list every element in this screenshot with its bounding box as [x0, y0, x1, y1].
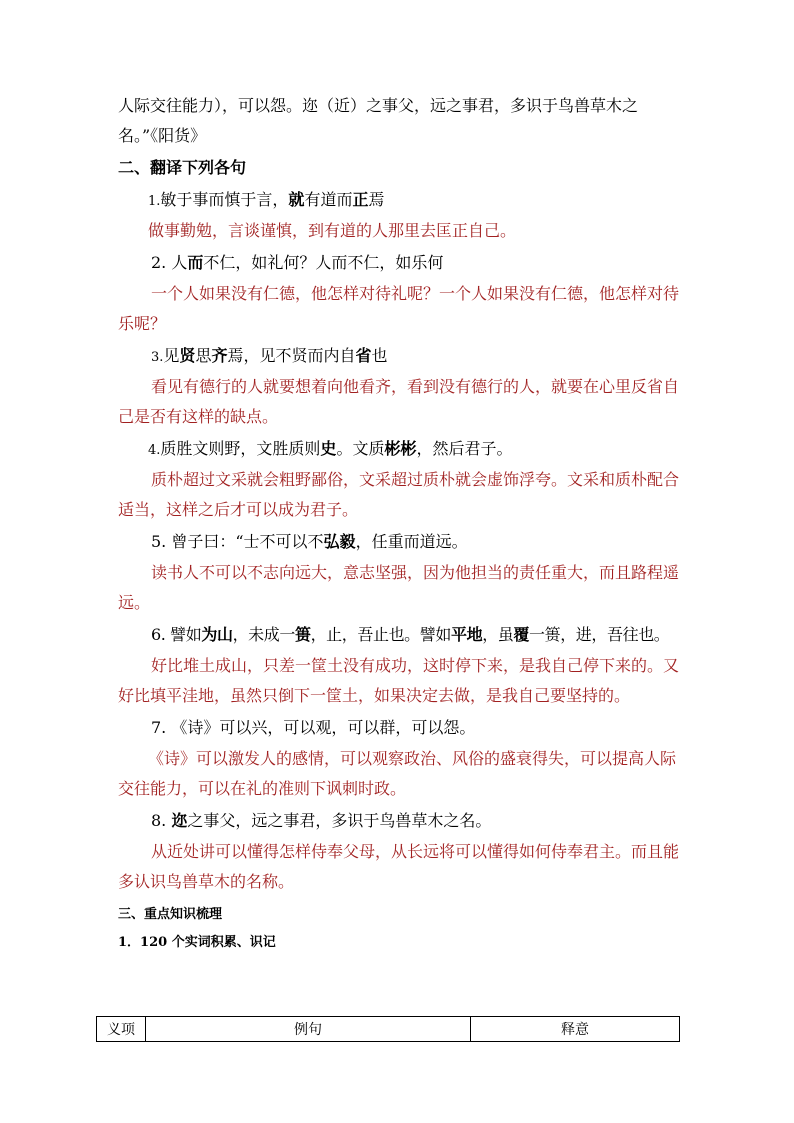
q-text: 敏于事而慎于言， [160, 190, 289, 209]
question-7 [151, 718, 475, 738]
q-text: 一篑，进，吾往也。 [529, 625, 670, 644]
answer-3-line-2: 己是否有这样的缺点。 [118, 407, 279, 426]
section-2-title: 二、翻译下列各句 [118, 158, 247, 177]
q-text: ，止，吾止也。譬如 [310, 625, 451, 644]
q-text: 。文质 [336, 439, 385, 458]
q-text: 之事父，远之事君，多识于鸟兽草木之名。 [187, 811, 492, 830]
question-number: 1. [148, 194, 161, 209]
q-text: ，虽 [482, 625, 514, 644]
q-keyword: 省 [355, 346, 372, 365]
vocabulary-table [96, 1016, 680, 1042]
question-number: 7. [151, 718, 172, 737]
q-text: ，然后君子。 [416, 439, 513, 458]
q-keyword: 而 [187, 253, 204, 272]
answer-8-line-1: 从近处讲可以懂得怎样侍奉父母，从长远将可以懂得如何侍奉君主。而且能 [151, 842, 680, 861]
answer-5-line-1: 读书人不可以不志向远大，意志坚强，因为他担当的责任重大，而且路程遥 [151, 563, 680, 582]
question-number: 5. [151, 532, 172, 551]
answer-4-line-1: 质朴超过文采就会粗野鄙俗，文采超过质朴就会虚饰浮夸。文采和质朴配合 [151, 470, 680, 489]
table-header-example: 例句 [146, 1017, 471, 1042]
question-5 [151, 532, 468, 552]
q-text: 有道而 [304, 190, 353, 209]
section-3-title: 三、重点知识梳理 [118, 907, 223, 922]
answer-2-line-1: 一个人如果没有仁德，他怎样对待礼呢？一个人如果没有仁德，他怎样对待 [151, 284, 680, 303]
q-text: 质胜文则野，文胜质则 [160, 439, 321, 458]
q-text: 也 [371, 346, 388, 365]
q-text: ，未成一 [232, 625, 295, 644]
q-keyword: 齐 [211, 346, 228, 365]
q-text: 见 [163, 346, 180, 365]
q-text: 思 [195, 346, 212, 365]
question-number: 6. [151, 625, 171, 644]
q-keyword: 覆 [513, 625, 529, 644]
answer-6-line-2: 好比填平洼地，虽然只倒下一筐土，如果决定去做，是我自己要坚持的。 [118, 686, 631, 705]
q-keyword: 史 [320, 439, 337, 458]
q-text: 《诗》可以兴，可以观，可以群，可以怨。 [171, 718, 476, 737]
q-keyword: 平地 [450, 625, 483, 644]
intro-line-2: 名。”《阳货》 [118, 126, 207, 145]
question-number: 4. [148, 443, 161, 458]
answer-1: 做事勤勉，言谈谨慎，到有道的人那里去匡正自己。 [148, 221, 517, 240]
q-keyword: 弘毅 [323, 532, 356, 551]
answer-4-line-2: 适当，这样之后才可以成为君子。 [118, 500, 359, 519]
q-keyword: 篑 [294, 625, 311, 644]
q-text: 不仁，如礼何？人而不仁，如乐何 [203, 253, 444, 272]
answer-5-line-2: 远。 [118, 593, 151, 612]
question-8 [151, 811, 491, 831]
table-header-row [97, 1017, 680, 1042]
answer-7-line-1: 《诗》可以激发人的感情，可以观察政治、风俗的盛衰得失，可以提高人际 [148, 749, 677, 768]
q-text: 焉 [368, 190, 385, 209]
question-2 [151, 253, 443, 273]
q-text: 焉，见不贤而内自 [227, 346, 356, 365]
question-1 [148, 190, 384, 212]
q-keyword: 就 [288, 190, 305, 209]
question-6 [151, 625, 669, 645]
q-text: 人 [171, 253, 188, 272]
q-keyword: 彬彬 [384, 439, 417, 458]
q-text: 譬如 [170, 625, 202, 644]
answer-2-line-2: 乐呢？ [118, 314, 167, 333]
question-3 [151, 346, 388, 368]
q-text: ，任重而道远。 [355, 532, 468, 551]
table-header-explanation: 释意 [471, 1017, 680, 1042]
question-number: 3. [151, 350, 164, 365]
q-keyword: 正 [352, 190, 369, 209]
q-text: 曾子曰：“士不可以不 [171, 532, 324, 551]
q-keyword: 迩 [171, 811, 188, 830]
question-number: 2. [151, 253, 172, 272]
answer-8-line-2: 多认识鸟兽草木的名称。 [118, 872, 295, 891]
answer-3-line-1: 看见有德行的人就要想着向他看齐，看到没有德行的人，就要在心里反省自 [151, 377, 680, 396]
question-4 [148, 439, 512, 461]
table-header-meaning: 义项 [97, 1017, 146, 1042]
section-3-subtitle: 1．120 个实词积累、识记 [118, 935, 276, 950]
intro-line-1: 人际交往能力），可以怨。迩（近）之事父，远之事君，多识于鸟兽草木之 [118, 96, 639, 115]
answer-7-line-2: 交往能力，可以在礼的准则下讽刺时政。 [118, 779, 407, 798]
question-number: 8. [151, 811, 172, 830]
q-keyword: 贤 [179, 346, 196, 365]
answer-6-line-1: 好比堆土成山，只差一筐土没有成功，这时停下来，是我自己停下来的。又 [151, 656, 680, 675]
q-keyword: 为山 [201, 625, 233, 644]
